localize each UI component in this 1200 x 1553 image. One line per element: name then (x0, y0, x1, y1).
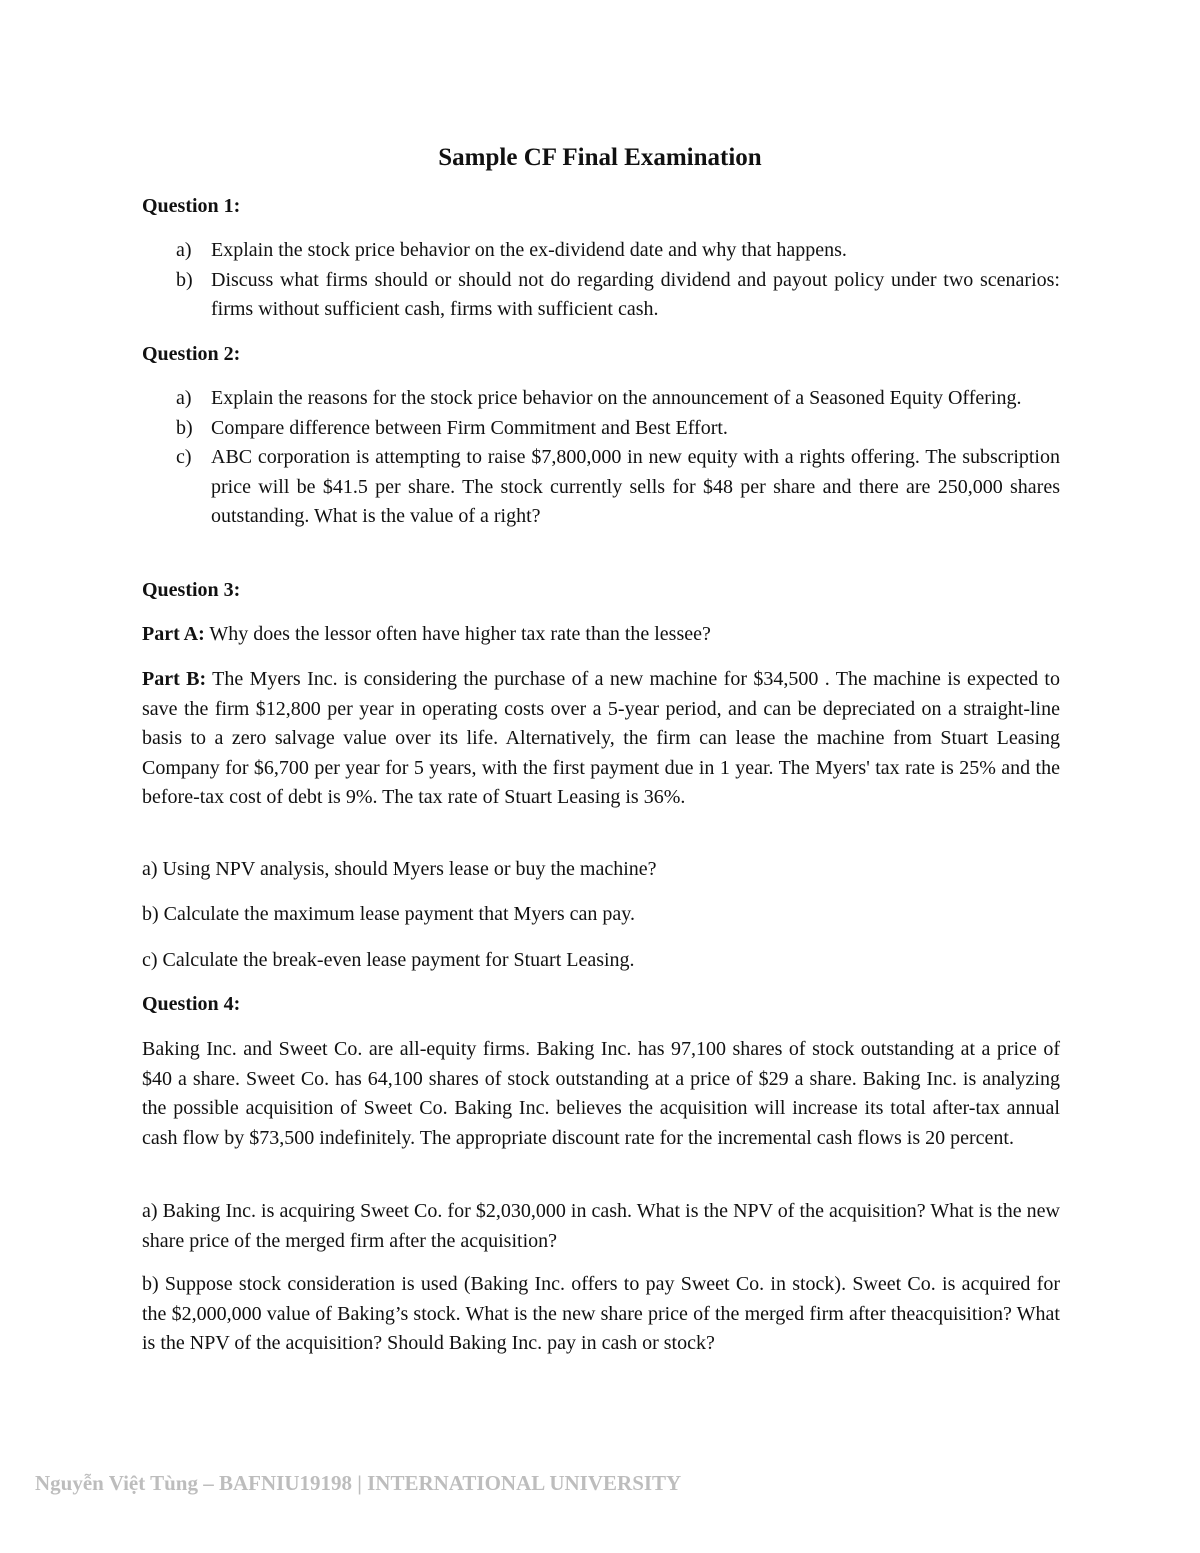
page-title: Sample CF Final Examination (438, 144, 762, 171)
question-2-heading: Question 2: (142, 343, 241, 365)
question-4-intro: Baking Inc. and Sweet Co. are all-equity firms. Baking Inc. has 97,100 shares of stock outstanding at a price of $40 a share. Sweet Co. has 64,100 shares of stock outstanding at a price of $29 a share. Baking Inc. is analyzing the possible acquisition of Sweet Co. Baking Inc. believes the acquisition will increase its total after-tax annual cash flow by $73,500 indefinitely. The appropriate discount rate for the incremental cash flows is 20 percent. (142, 1038, 1060, 1149)
list-item (142, 443, 1060, 532)
part-a-text: Why does the lessor often have higher tax rate than the lessee? (204, 623, 711, 645)
list-marker: a) (176, 239, 192, 261)
list-marker: a) (176, 387, 192, 409)
question-3-sub-c: c) Calculate the break-even lease payment for Stuart Leasing. (142, 949, 635, 971)
question-3-part-a (142, 620, 1060, 650)
list-item (142, 266, 1060, 325)
list-item (142, 236, 1060, 266)
question-1-list (142, 236, 1060, 325)
list-marker: b) (176, 268, 193, 291)
list-marker: c) (176, 446, 192, 468)
question-2-list (142, 384, 1060, 532)
list-item-text: Explain the reasons for the stock price behavior on the announcement of a Seasoned Equity Offering. (211, 387, 1022, 409)
list-item-text: ABC corporation is attempting to raise $7,800,000 in new equity with a rights offering. The subscription price will be $41.5 per share. The stock currently sells for $48 per share and there are 250,000 shares outstanding. What is the value of a right? (211, 446, 1060, 527)
question-4-sub-b: b) Suppose stock consideration is used (Baking Inc. offers to pay Sweet Co. in stock). Sweet Co. is acquired for the $2,000,000 value of Baking’s stock. What is the new share price of the merged firm after theacquisition? What is the NPV of the acquisition? Should Baking Inc. pay in cash or stock? (142, 1273, 1060, 1354)
list-item-text: Explain the stock price behavior on the ex-dividend date and why that happens. (211, 239, 847, 261)
question-1-heading: Question 1: (142, 195, 241, 217)
question-3-sub-a: a) Using NPV analysis, should Myers lease or buy the machine? (142, 858, 657, 880)
question-3-part-b (142, 665, 1060, 813)
list-item-text: Compare difference between Firm Commitment and Best Effort. (211, 416, 728, 439)
list-item (142, 384, 1060, 414)
question-3-sub-b: b) Calculate the maximum lease payment that Myers can pay. (142, 903, 635, 925)
part-b-text: The Myers Inc. is considering the purchase of a new machine for $34,500 . The machine is expected to save the firm $12,800 per year in operating costs over a 5-year period, and can be depreciated on a straight-line basis to a zero salvage value over its life. Alternatively, the firm can lease the machine from Stuart Leasing Company for $6,700 per year for 5 years, with the first payment due in 1 year. The Myers' tax rate is 25% and the before-tax cost of debt is 9%. The tax rate of Stuart Leasing is 36%. (142, 668, 1060, 808)
footer-watermark: Nguyễn Việt Tùng – BAFNIU19198 | INTERNATIONAL UNIVERSITY (35, 1471, 682, 1495)
list-item (142, 414, 1060, 444)
part-b-label: Part B: (142, 668, 207, 690)
question-4-heading: Question 4: (142, 993, 241, 1015)
list-item-text: Discuss what firms should or should not do regarding dividend and payout policy under two scenarios: firms without sufficient cash, firms with sufficient cash. (211, 268, 1060, 320)
question-3-heading: Question 3: (142, 579, 241, 601)
list-marker: b) (176, 416, 193, 439)
part-a-label: Part A: (142, 623, 205, 645)
question-4-sub-a: a) Baking Inc. is acquiring Sweet Co. for $2,030,000 in cash. What is the NPV of the acquisition? What is the new share price of the merged firm after the acquisition? (142, 1200, 1060, 1252)
